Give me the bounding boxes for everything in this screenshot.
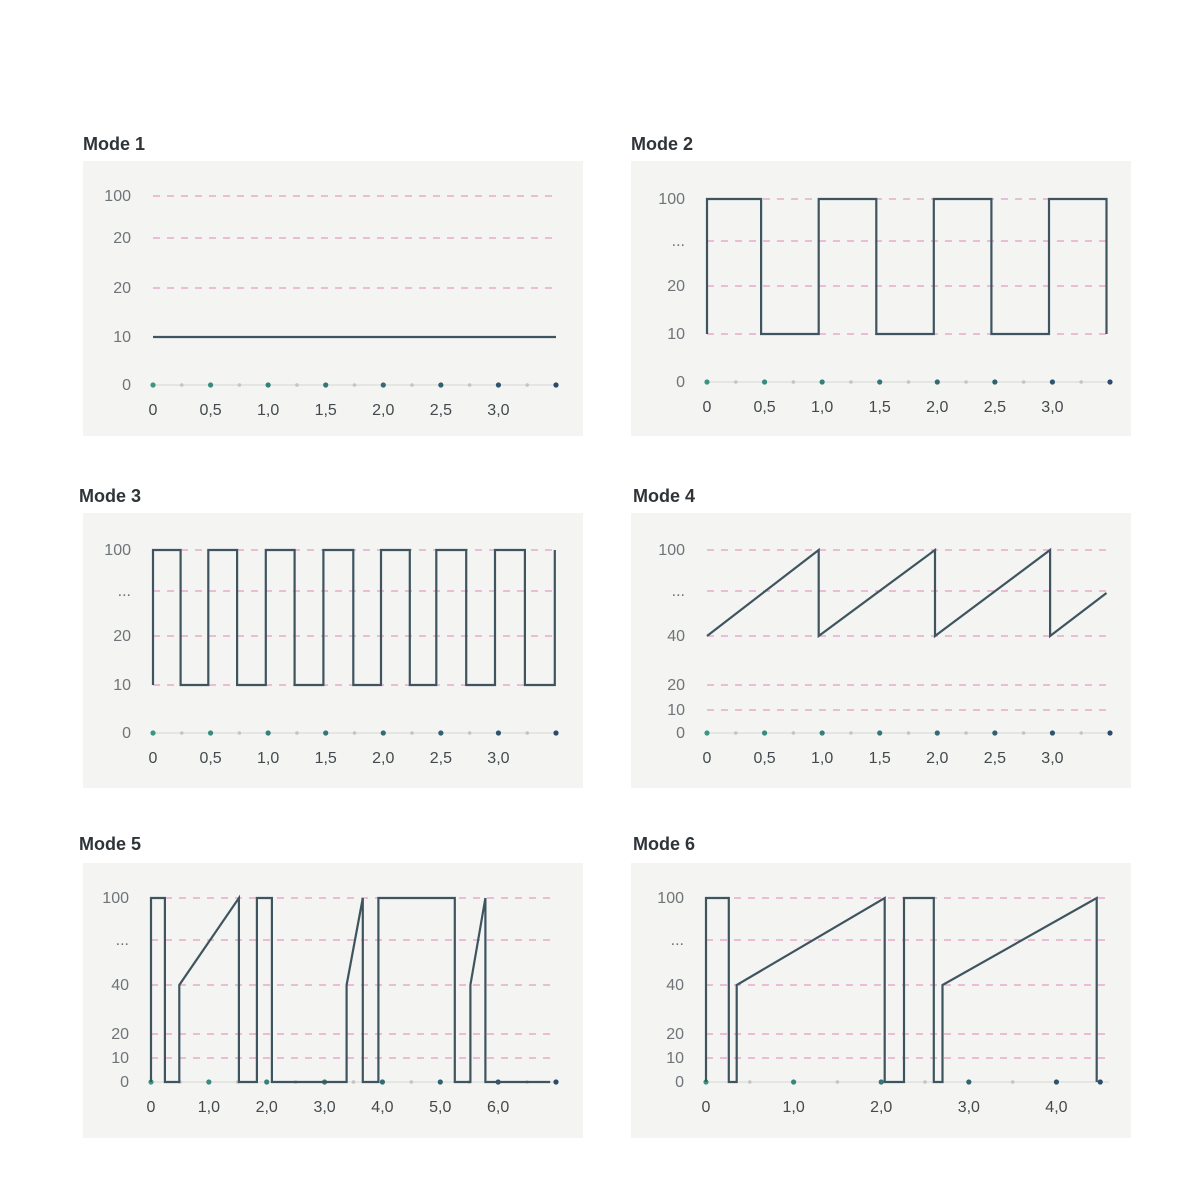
- x-dot: [879, 1079, 884, 1084]
- x-tick-label: 2,5: [429, 402, 452, 419]
- x-dot: [353, 383, 357, 387]
- chart-title-mode-6: Mode 6: [633, 834, 696, 854]
- x-dot: [468, 731, 472, 735]
- x-dot: [992, 730, 997, 735]
- y-tick-label: 20: [113, 280, 131, 297]
- x-tick-label: 3,0: [487, 750, 510, 767]
- x-dot: [180, 731, 184, 735]
- x-tick-label: 1,0: [811, 399, 834, 416]
- x-dot: [877, 379, 882, 384]
- x-dot: [438, 730, 443, 735]
- y-tick-label: 0: [120, 1074, 129, 1091]
- x-dot: [410, 1080, 414, 1084]
- x-tick-label: 0: [701, 1099, 711, 1116]
- y-tick-label: 0: [122, 377, 131, 394]
- chart-title-mode-3: Mode 3: [79, 486, 142, 506]
- x-dot: [380, 1079, 385, 1084]
- x-dot: [1054, 1079, 1059, 1084]
- x-tick-label: 2,0: [255, 1099, 278, 1116]
- x-dot: [849, 731, 853, 735]
- x-dot: [238, 731, 242, 735]
- y-tick-label: 20: [667, 677, 685, 694]
- chart-title-mode-2: Mode 2: [631, 134, 694, 154]
- x-tick-label: 2,5: [983, 750, 1006, 767]
- x-dot: [150, 730, 155, 735]
- x-dot: [496, 730, 501, 735]
- x-tick-label: 0,5: [199, 402, 222, 419]
- y-tick-label: 10: [667, 702, 685, 719]
- x-tick-label: 4,0: [1045, 1099, 1068, 1116]
- x-tick-label: 5,0: [429, 1099, 452, 1116]
- x-dot: [1079, 731, 1083, 735]
- y-tick-label: 20: [113, 628, 131, 645]
- x-dot: [208, 382, 213, 387]
- x-dot: [438, 1079, 443, 1084]
- x-dot: [734, 380, 738, 384]
- plot-background: [83, 161, 583, 436]
- x-tick-label: 3,0: [957, 1099, 980, 1116]
- x-dot: [208, 730, 213, 735]
- x-dot: [1022, 731, 1026, 735]
- x-dot: [964, 380, 968, 384]
- y-tick-label: 0: [676, 725, 685, 742]
- chart-title-mode-5: Mode 5: [79, 834, 142, 854]
- x-dot: [295, 731, 299, 735]
- x-tick-label: 2,5: [429, 750, 452, 767]
- x-dot: [496, 382, 501, 387]
- y-tick-label: 40: [666, 977, 684, 994]
- plot-background: [83, 863, 583, 1138]
- x-dot: [964, 731, 968, 735]
- y-tick-label: ...: [115, 932, 129, 949]
- y-tick-label: ...: [117, 583, 131, 600]
- x-dot: [381, 382, 386, 387]
- x-dot: [323, 730, 328, 735]
- x-tick-label: 0: [148, 402, 158, 419]
- y-tick-label: 10: [666, 1050, 684, 1067]
- y-tick-label: 10: [111, 1050, 129, 1067]
- x-tick-label: 3,0: [487, 402, 510, 419]
- x-tick-label: 1,0: [257, 750, 280, 767]
- chart-mode-2: [631, 161, 1131, 436]
- y-tick-label: 10: [113, 329, 131, 346]
- x-dot: [1107, 379, 1112, 384]
- x-tick-label: 3,0: [313, 1099, 336, 1116]
- x-dot: [1050, 379, 1055, 384]
- x-tick-label: 1,0: [257, 402, 280, 419]
- chart-mode-3: [83, 513, 583, 788]
- chart-mode-4: [631, 513, 1131, 788]
- x-dot: [438, 382, 443, 387]
- plot-background: [631, 513, 1131, 788]
- x-dot: [907, 380, 911, 384]
- x-tick-label: 1,0: [782, 1099, 805, 1116]
- x-dot: [762, 730, 767, 735]
- x-dot: [553, 1079, 558, 1084]
- x-dot: [907, 731, 911, 735]
- y-tick-label: 20: [667, 278, 685, 295]
- x-dot: [553, 730, 558, 735]
- x-dot: [410, 383, 414, 387]
- x-dot: [992, 379, 997, 384]
- x-dot: [792, 731, 796, 735]
- y-tick-label: 0: [122, 725, 131, 742]
- chart-mode-6: [631, 863, 1131, 1138]
- y-tick-label: 100: [658, 542, 685, 559]
- x-dot: [1079, 380, 1083, 384]
- x-dot: [410, 731, 414, 735]
- plot-background: [83, 513, 583, 788]
- y-tick-label: 10: [113, 677, 131, 694]
- chart-mode-1: [83, 161, 583, 436]
- x-tick-label: 3,0: [1041, 399, 1064, 416]
- x-tick-label: 2,0: [926, 399, 949, 416]
- x-dot: [935, 379, 940, 384]
- x-dot: [266, 730, 271, 735]
- y-tick-label: 0: [675, 1074, 684, 1091]
- x-tick-label: 6,0: [487, 1099, 510, 1116]
- x-tick-label: 1,0: [811, 750, 834, 767]
- x-dot: [295, 383, 299, 387]
- x-dot: [1022, 380, 1026, 384]
- chart-mode-5: [83, 863, 583, 1138]
- y-tick-label: 20: [113, 230, 131, 247]
- x-tick-label: 0,5: [753, 750, 776, 767]
- y-tick-label: 40: [667, 628, 685, 645]
- x-tick-label: 1,5: [314, 750, 337, 767]
- x-tick-label: 1,5: [868, 750, 891, 767]
- x-dot: [525, 731, 529, 735]
- x-dot: [792, 380, 796, 384]
- x-dot: [1050, 730, 1055, 735]
- x-dot: [849, 380, 853, 384]
- x-tick-label: 3,0: [1041, 750, 1064, 767]
- x-dot: [266, 382, 271, 387]
- y-tick-label: ...: [671, 583, 685, 600]
- y-tick-label: 0: [676, 374, 685, 391]
- x-dot: [748, 1080, 752, 1084]
- x-tick-label: 1,5: [314, 402, 337, 419]
- x-dot: [1098, 1079, 1103, 1084]
- y-tick-label: ...: [670, 932, 684, 949]
- x-dot: [704, 730, 709, 735]
- x-dot: [353, 731, 357, 735]
- x-dot: [935, 730, 940, 735]
- y-tick-label: 100: [102, 890, 129, 907]
- x-dot: [553, 382, 558, 387]
- y-tick-label: 20: [111, 1026, 129, 1043]
- y-tick-label: 40: [111, 977, 129, 994]
- x-dot: [966, 1079, 971, 1084]
- x-tick-label: 0,5: [753, 399, 776, 416]
- x-tick-label: 2,0: [372, 402, 395, 419]
- x-tick-label: 4,0: [371, 1099, 394, 1116]
- x-dot: [150, 382, 155, 387]
- chart-title-mode-1: Mode 1: [83, 134, 146, 154]
- x-dot: [820, 730, 825, 735]
- x-dot: [381, 730, 386, 735]
- x-dot: [525, 383, 529, 387]
- x-tick-label: 0: [148, 750, 158, 767]
- y-tick-label: 100: [104, 542, 131, 559]
- x-dot: [1107, 730, 1112, 735]
- y-tick-label: ...: [671, 233, 685, 250]
- x-tick-label: 0: [702, 750, 712, 767]
- x-tick-label: 2,5: [983, 399, 1006, 416]
- chart-title-mode-4: Mode 4: [633, 486, 696, 506]
- x-dot: [791, 1079, 796, 1084]
- x-dot: [1011, 1080, 1015, 1084]
- x-tick-label: 1,5: [868, 399, 891, 416]
- x-dot: [352, 1080, 356, 1084]
- x-dot: [264, 1079, 269, 1084]
- x-tick-label: 0: [146, 1099, 156, 1116]
- y-tick-label: 20: [666, 1026, 684, 1043]
- x-dot: [762, 379, 767, 384]
- x-tick-label: 2,0: [926, 750, 949, 767]
- x-tick-label: 2,0: [372, 750, 395, 767]
- y-tick-label: 10: [667, 326, 685, 343]
- x-tick-label: 0: [702, 399, 712, 416]
- x-dot: [820, 379, 825, 384]
- x-dot: [836, 1080, 840, 1084]
- x-dot: [468, 383, 472, 387]
- x-tick-label: 1,0: [197, 1099, 220, 1116]
- x-dot: [206, 1079, 211, 1084]
- y-tick-label: 100: [658, 191, 685, 208]
- x-dot: [238, 383, 242, 387]
- x-dot: [877, 730, 882, 735]
- x-dot: [323, 382, 328, 387]
- x-dot: [704, 379, 709, 384]
- y-tick-label: 100: [104, 188, 131, 205]
- x-tick-label: 2,0: [870, 1099, 893, 1116]
- x-dot: [180, 383, 184, 387]
- x-tick-label: 0,5: [199, 750, 222, 767]
- x-dot: [734, 731, 738, 735]
- x-dot: [923, 1080, 927, 1084]
- y-tick-label: 100: [657, 890, 684, 907]
